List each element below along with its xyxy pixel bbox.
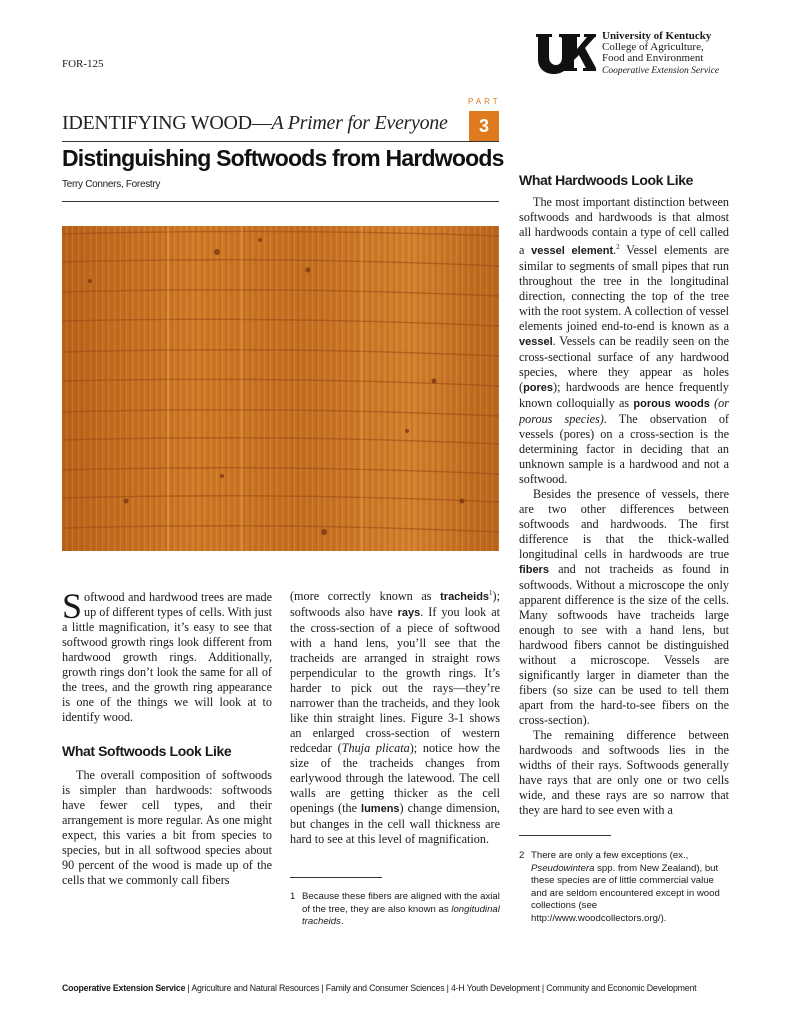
footnote-divider [290,877,382,878]
hardwoods-paragraph-1: The most important distinction between softwoods and hardwoods is that almost all hardwoods contain a type of cell called a vessel element.$^2$ Vessel elements are similar to segments of small pipes that run throughout the tree in the longitudinal direction, connecting the top of the tree with the root system. A collection of vessel elements joined end-to-end is known as a vessel. Vessels can be readily seen on the cross-sectional surface of any hardwood species, where they appear as holes (pores); hardwoods are hence frequently known colloquially as porous woods (or porous species). The observation of vessels (pores) on a cross-section is the determining factor in deciding that an unknown sample is a hardwood and not a softwood. [519,195,729,487]
part-label: PART [468,97,501,106]
softwoods-paragraph: The overall composition of softwoods is simpler than hardwoods: softwoods have fewer cell types, and their arrangement is more regular. As one might expect, this varies a bit from species to species, but in all softwood species about 90 percent of the wood is made up of the cells that we commonly call fibers [62,768,272,887]
part-number-badge: 3 [469,111,499,141]
footnote-ref-1: 1 [489,589,493,597]
uk-logo-icon [534,30,596,78]
footnote-1-number: 1 [290,891,296,902]
college-name-line2: Food and Environment [602,52,704,64]
body-column-1-intro [62,586,272,725]
footnote-2: 2 There are only a few exceptions (ex., Pseudowintera spp. from New Zealand), but these species are of little commercial value and are seldom encountered except in wood collections (see http://www.woodcollectors.org/). [519,850,720,924]
page-title: Distinguishing Softwoods from Hardwoods [62,145,504,171]
series-title-main: IDENTIFYING WOOD— [62,112,272,134]
university-name: University of Kentucky [602,30,712,42]
heading-hardwoods: What Hardwoods Look Like [519,172,693,188]
term-rays: rays [397,607,421,620]
term-fibers: fibers [519,564,549,577]
author-byline: Terry Conners, Forestry [62,179,161,190]
footnote-1: 1 Because these fibers are aligned with the axial of the tree, they are also known as longitudinal tracheids. [290,891,500,927]
body-column-2 [290,586,500,847]
heading-softwoods: What Softwoods Look Like [62,743,232,759]
term-lumens: lumens [361,803,400,816]
series-subtitle: A Primer for Everyone [271,112,448,134]
term-vessel-element: vessel element [531,245,614,258]
term-vessel: vessel [519,336,553,349]
term-porous-woods: porous woods [633,398,710,411]
footer-service-name: Cooperative Extension Service [62,983,186,993]
publication-number: FOR-125 [62,58,104,70]
extension-service-name: Cooperative Extension Service [602,66,720,76]
drop-cap: S [62,586,83,626]
term-pores: pores [523,382,554,395]
footnote-2-number: 2 [519,850,525,861]
footnote-divider [519,835,611,836]
intro-paragraph: oftwood and hardwood trees are made up of different types of cells. With just a little magnification, it’s easy to see that softwood growth rings look different from hardwood growth rings. Additionally, growth rings don’t look the same for all of the trees, and the growth ring appearance is one of the things we will look at to identify wood. [62,590,272,724]
footer-programs: | Agriculture and Natural Resources | Family and Consumer Sciences | 4-H Youth Development | Community and Economic Development [185,983,697,993]
term-tracheids: tracheids [440,591,490,604]
hardwoods-paragraph-3: The remaining difference between hardwoods and softwoods lies in the widths of their rays. Softwoods generally have rays that are only one or two cells wide, and these rays are so narrow that they are hard to see even with a [519,728,729,818]
body-column-1-softwoods [62,768,272,888]
footnote-ref-2: 2 [616,243,620,251]
university-text-block [602,31,719,77]
species-name: Thuja plicata [341,741,410,756]
page-footer [62,983,732,993]
divider [62,201,499,202]
series-title [62,112,448,135]
body-column-3 [519,195,729,818]
column-2-paragraph: (more correctly known as tracheids$^1$); softwoods also have rays. If you look at the cross-section of a piece of softwood with a hand lens, you’ll see that the tracheids are arranged in straight rows perpendicular to the growth rings. It’s harder to pick out the rays—they’re narrower than the tracheids, and they look like thin straight lines. Figure 3-1 shows an enlarged cross-section of western redcedar (Thuja plicata); notice how the size of the tracheids changes from earlywood through the latewood. The cell walls are getting thicker as the cell openings (the lumens) change dimension, but changes in the cell wall thickness are hard to see at this level of magnification. [290,589,500,847]
divider [62,141,499,142]
wood-cross-section-image [62,226,499,551]
hardwoods-paragraph-2: Besides the presence of vessels, there are two other differences between softwoods and hardwoods. The first difference is that the thick-walled longitudinal cells in hardwoods are true fibers and not tracheids as found in softwoods. Without a microscope the only apparent difference is the size of the cells. Many softwoods have tracheids large enough to see with a hand lens, but hardwood fibers cannot be distinguished without a microscope. Vessels are significantly larger in diameter than the fibers (so size can be used to tell them apart from the hard-to-see fibers on the cross-section). [519,487,729,728]
college-name-line1: College of Agriculture, [602,41,704,53]
